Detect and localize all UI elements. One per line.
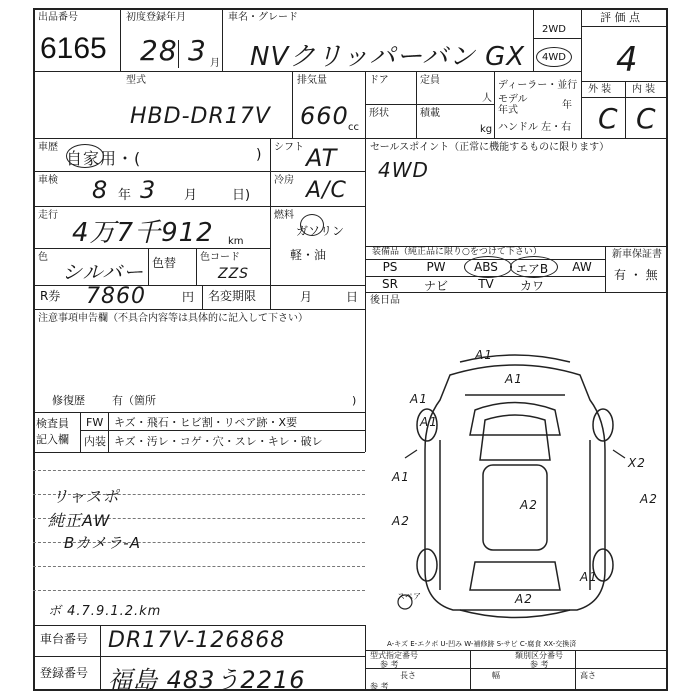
note-genuine-aw: 純正AW (48, 511, 111, 530)
damage-mark: A2 (640, 492, 658, 506)
chassis-number: DR17V-126868 (108, 628, 286, 653)
equip-navi: ナビ (423, 279, 448, 293)
score-value: 4 (616, 40, 639, 80)
exterior-score: C (598, 102, 619, 135)
history-label: 車歴 (38, 142, 58, 153)
handle-label: ハンドル 左・右 (498, 122, 572, 133)
equip-abs: ABS (474, 260, 498, 274)
car-name-grade: NVクリッパーバン GX (250, 42, 526, 72)
fuel-label: 燃料 (274, 210, 294, 221)
inspection-month: 3 (140, 176, 157, 204)
inspector-label: 検査員 (36, 417, 69, 430)
shift-value: AT (306, 144, 338, 172)
equip-airbag-circle (510, 256, 558, 278)
exterior-label: 外 装 (588, 84, 612, 95)
sales-point-label: セールスポイント（正常に機能するものに限ります） (370, 142, 610, 153)
note-back-camera: Bカメラ-A (64, 534, 141, 552)
mileage-unit: km (228, 236, 244, 247)
width-label: 幅 (492, 671, 500, 680)
model-year-label: モデル 年式 (498, 94, 528, 116)
door-label: ドア (369, 75, 389, 86)
damage-mark: A1 (505, 372, 523, 386)
inspection-year: 8 (92, 176, 109, 204)
fw-label: FW (86, 416, 104, 429)
lot-number-label: 出品番号 (38, 12, 78, 23)
capacity-label: 定員 (420, 75, 440, 86)
interior-options: キズ・汚レ・コゲ・穴・スレ・キレ・破レ (114, 435, 323, 448)
damage-mark: A1 (410, 392, 428, 406)
damage-mark: A1 (420, 415, 438, 429)
damage-mark: X2 (628, 456, 646, 470)
damage-legend: A-キズ E-エクボ U-凹み W-補修跡 S-サビ C-腐食 XX-交換済 (387, 640, 577, 648)
recycle-fee-value: 7860 (86, 284, 146, 309)
chassis-label: 車台番号 (40, 632, 89, 646)
interior-row-label: 内装 (84, 435, 106, 448)
later-items-label: 後日品 (370, 295, 400, 306)
recycle-fee-label: R券 (40, 289, 61, 303)
length-ref: 参 考 (370, 682, 389, 691)
fuel-options-2: 軽・油 (290, 248, 327, 262)
dealer-label: ディーラー・並行 (498, 80, 578, 91)
first-registration-month: 3 (188, 34, 207, 67)
color-label: 色 (38, 252, 48, 263)
note-rear-spoiler: リャスポ (52, 487, 120, 506)
color-code-label: 色コード (200, 252, 240, 263)
spare-label: スペア (397, 592, 421, 601)
height-label: 高さ (580, 671, 596, 680)
mileage-label: 走行 (38, 210, 58, 221)
interior-score: C (636, 102, 657, 135)
drive-4wd: 4WD (542, 52, 566, 63)
model-code: HBD-DR17V (130, 104, 271, 129)
car-name-label: 車名・グレード (228, 12, 298, 23)
recycle-fee-unit: 円 (182, 290, 195, 304)
color-code-value: ZZS (218, 266, 250, 282)
repair-label: 修復歴 (52, 394, 85, 407)
model-spec-ref: 参 考 (380, 660, 399, 669)
equip-pw: PW (426, 260, 446, 274)
first-registration-year: 28 (140, 34, 178, 67)
inspection-day-unit: 日) (232, 188, 251, 203)
color-value: シルバー (62, 260, 145, 284)
damage-mark: A1 (392, 470, 410, 484)
warranty-label: 新車保証書 (612, 249, 662, 260)
score-label: 評 価 点 (600, 11, 640, 24)
load-label: 積載 (420, 108, 440, 119)
ac-value: A/C (306, 178, 347, 203)
history-value: 自家用・( (66, 149, 142, 168)
drive-2wd: 2WD (542, 24, 566, 35)
damage-mark: A2 (520, 498, 538, 512)
model-label: 型式 (126, 75, 146, 86)
interior-label: 内 装 (632, 84, 656, 95)
notes-label: 注意事項申告欄（不具合内容等は具体的に記入して下さい） (38, 313, 308, 324)
displacement-value: 660 (300, 102, 349, 130)
damage-mark: A1 (475, 348, 493, 362)
equip-leather: カワ (519, 279, 544, 293)
repair-close: ) (352, 394, 357, 407)
shift-label: シフト (274, 142, 304, 153)
equip-aw: AW (572, 260, 592, 274)
fw-options: キズ・飛石・ヒビ割・リペア跡・X要 (114, 416, 298, 429)
displacement-label: 排気量 (297, 75, 327, 86)
ac-label: 冷房 (274, 175, 294, 186)
name-change-day: 日 (346, 290, 359, 304)
equip-sr: SR (382, 277, 398, 291)
history-circle (66, 144, 104, 168)
registration-number: 福島 483う2216 (108, 666, 306, 694)
color-change-label: 色替 (152, 256, 177, 270)
first-registration-label: 初度登録年月 (126, 12, 186, 23)
note-mileage: ボ 4.7.9.1.2.km (48, 604, 162, 619)
equip-abs-circle (464, 256, 512, 278)
load-unit: kg (480, 124, 493, 135)
model-spec-label: 型式指定番号 (370, 651, 418, 660)
inspection-month-unit: 月 (184, 188, 198, 203)
displacement-unit: cc (348, 122, 359, 133)
fuel-options: ガソリン (296, 224, 345, 238)
month-unit: 月 (210, 58, 220, 69)
fuel-circle (300, 214, 324, 236)
name-change-label: 名変期限 (208, 289, 257, 303)
capacity-unit: 人 (482, 93, 492, 104)
name-change-month: 月 (300, 290, 313, 304)
warranty-value: 有 ・ 無 (614, 268, 658, 282)
equip-tv: TV (478, 277, 494, 291)
mileage-value: 4万7千912 (72, 218, 214, 248)
shape-label: 形状 (369, 108, 389, 119)
class-label: 類別区分番号 (515, 651, 563, 660)
lot-number: 6165 (40, 32, 107, 65)
inspection-label: 車検 (38, 175, 58, 186)
damage-mark: A2 (515, 592, 533, 606)
class-ref: 参 考 (530, 660, 549, 669)
repair-value: 有（箇所 (112, 394, 156, 407)
sales-point-value: 4WD (378, 158, 429, 182)
entry-label: 記入欄 (36, 433, 69, 446)
equip-airbag: エアB (515, 262, 549, 276)
drive-4wd-circle (536, 47, 572, 67)
equip-ps: PS (382, 260, 398, 274)
history-close: ) (256, 147, 262, 163)
registration-number-label: 登録番号 (40, 666, 89, 680)
damage-mark: A2 (392, 514, 410, 528)
inspection-year-unit: 年 (118, 188, 132, 203)
model-year-unit: 年 (562, 100, 572, 111)
damage-mark: A1 (580, 570, 598, 584)
length-label: 長さ (400, 671, 416, 680)
equipment-label: 装備品（純正品に限り○をつけて下さい） (372, 247, 542, 257)
